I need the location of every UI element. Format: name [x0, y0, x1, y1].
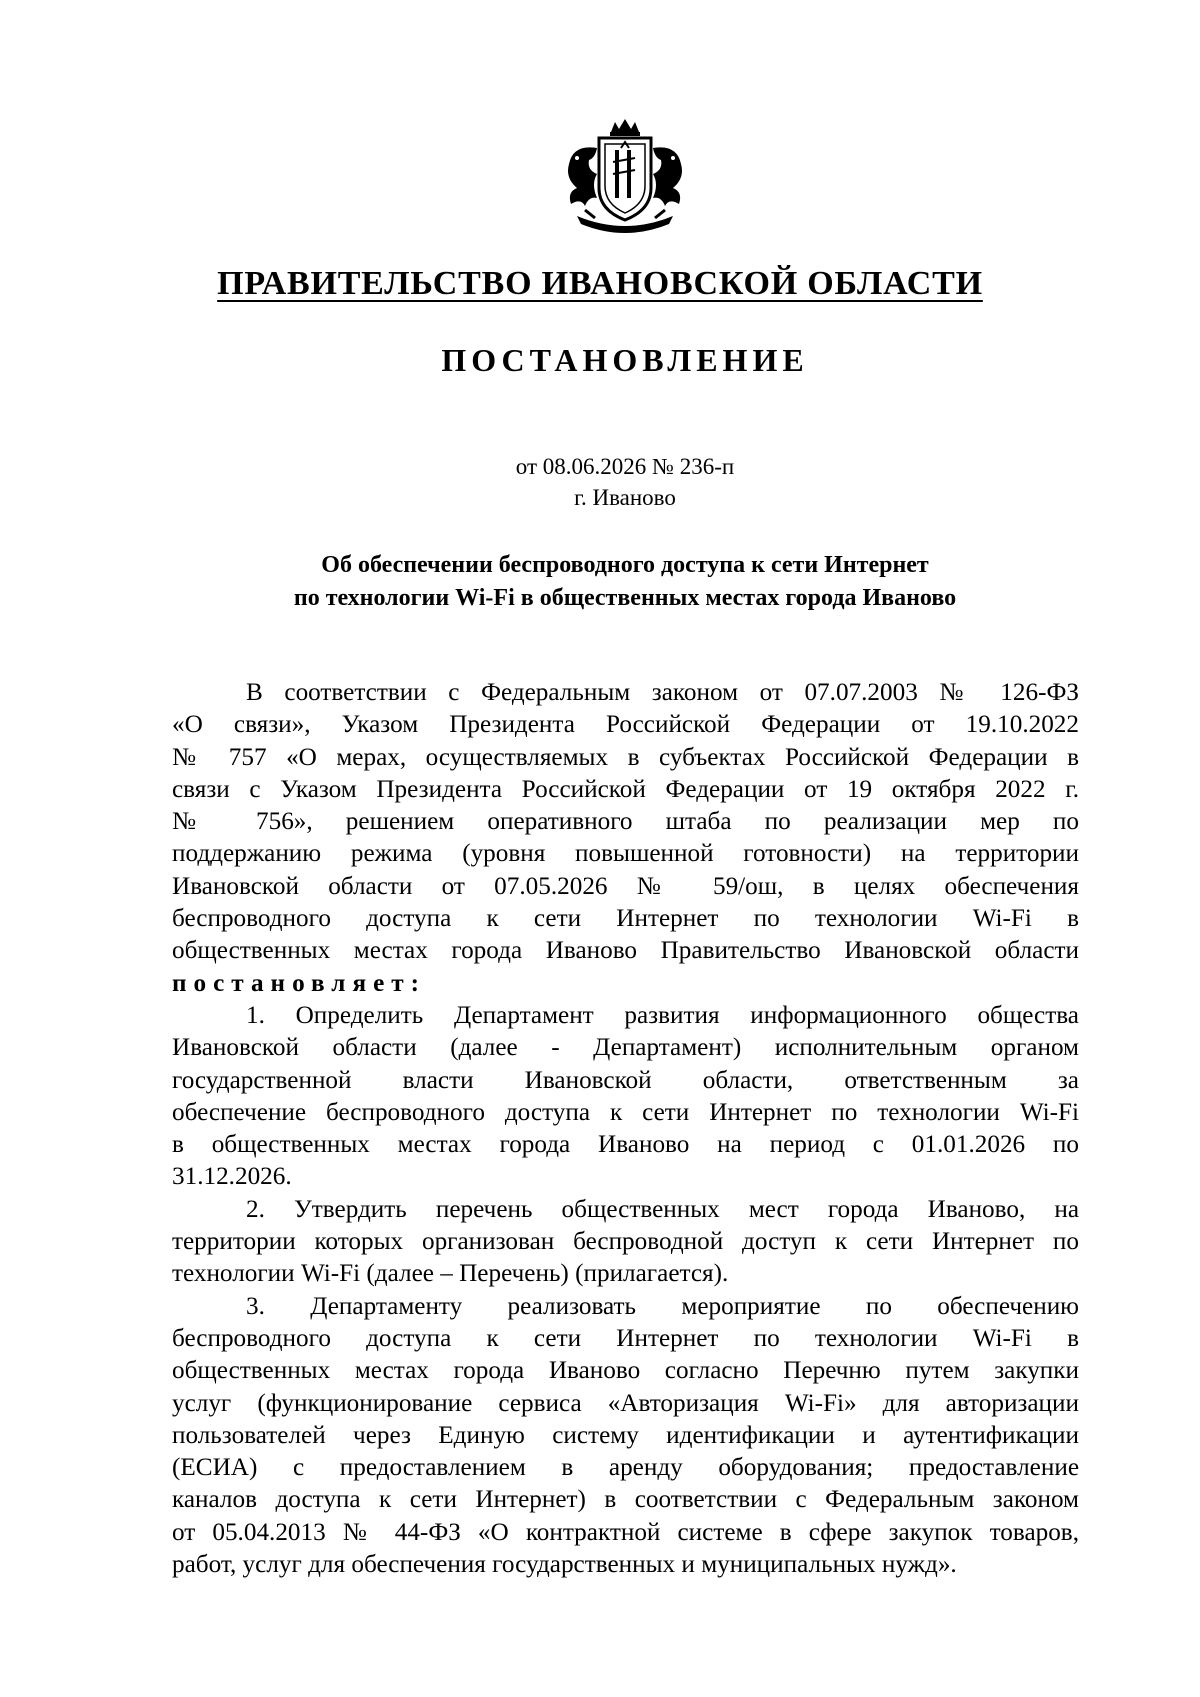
- body-line: (ЕСИА) с предоставлением в аренду оборудования; предоставление: [172, 1454, 1079, 1482]
- body-line: обеспечение беспроводного доступа к сети Интернет по технологии Wi-Fi: [172, 1098, 1079, 1126]
- body-line: № 756», решением оперативного штаба по реализации мер по: [172, 808, 1079, 836]
- body-line: от 05.04.2013 № 44-ФЗ «О контрактной системе в сфере закупок товаров,: [172, 1518, 1079, 1546]
- organization-name: ПРАВИТЕЛЬСТВО ИВАНОВСКОЙ ОБЛАСТИ: [217, 265, 983, 302]
- body-line: № 757 «О мерах, осуществляемых в субъектах Российской Федерации в: [172, 743, 1079, 771]
- body-line: связи с Указом Президента Российской Федерации от 19 октября 2022 г.: [172, 775, 1079, 803]
- title-line: Об обеспечении беспроводного доступа к сети Интернет: [321, 552, 929, 578]
- body-line: каналов доступа к сети Интернет) в соответствии с Федеральным законом: [172, 1486, 1079, 1514]
- body-line: 3. Департаменту реализовать мероприятие по обеспечению: [246, 1292, 1079, 1320]
- body-line: в общественных местах города Иваново на период с 01.01.2026 по: [172, 1131, 1079, 1159]
- date-number: от 08.06.2026 № 236-п: [515, 454, 735, 479]
- body-line: 31.12.2026.: [172, 1163, 292, 1191]
- body-line: Ивановской области (далее - Департамент) исполнительным органом: [172, 1034, 1079, 1062]
- body-line: В соответствии с Федеральным законом от 07.07.2003 № 126-ФЗ: [246, 679, 1079, 706]
- body-line: 1. Определить Департамент развития информационного общества: [246, 1001, 1079, 1029]
- body-line: услуг (функционирование сервиса «Авторизация Wi-Fi» для авторизации: [172, 1389, 1079, 1417]
- document-type: ПОСТАНОВЛЕНИЕ: [441, 342, 809, 378]
- body-line: работ, услуг для обеспечения государственных и муниципальных нужд».: [172, 1551, 957, 1579]
- document-meta: [0, 451, 1200, 513]
- body-line: 2. Утвердить перечень общественных мест города Иваново, на: [246, 1195, 1079, 1223]
- document-title: [0, 549, 1200, 615]
- coat-of-arms-emblem-icon: [555, 118, 695, 238]
- body-line: территории которых организован беспроводной доступ к сети Интернет по: [172, 1228, 1079, 1256]
- body-line: общественных местах города Иваново согласно Перечню путем закупки: [172, 1357, 1079, 1385]
- document-body: [172, 677, 1079, 1581]
- body-line: государственной власти Ивановской области, ответственным за: [172, 1066, 1079, 1094]
- resolves-word: постановляет:: [172, 969, 427, 997]
- body-line: поддержанию режима (уровня повышенной готовности) на территории: [172, 840, 1079, 868]
- body-line: беспроводного доступа к сети Интернет по технологии Wi-Fi в: [172, 905, 1079, 933]
- body-line: пользователей через Единую систему идентификации и аутентификации: [172, 1421, 1079, 1449]
- body-line: беспроводного доступа к сети Интернет по технологии Wi-Fi в: [172, 1324, 1079, 1352]
- body-line: общественных местах города Иваново Правительство Ивановской области: [172, 937, 1079, 965]
- body-line: Ивановской области от 07.05.2026 № 59/ош, в целях обеспечения: [172, 872, 1079, 900]
- body-line: технологии Wi-Fi (далее – Перечень) (прилагается).: [172, 1260, 729, 1288]
- city: г. Иваново: [574, 485, 676, 510]
- body-line: «О связи», Указом Президента Российской Федерации от 19.10.2022: [172, 711, 1079, 739]
- title-line: по технологии Wi-Fi в общественных местах города Иваново: [293, 585, 957, 611]
- organization-title: [0, 262, 1200, 306]
